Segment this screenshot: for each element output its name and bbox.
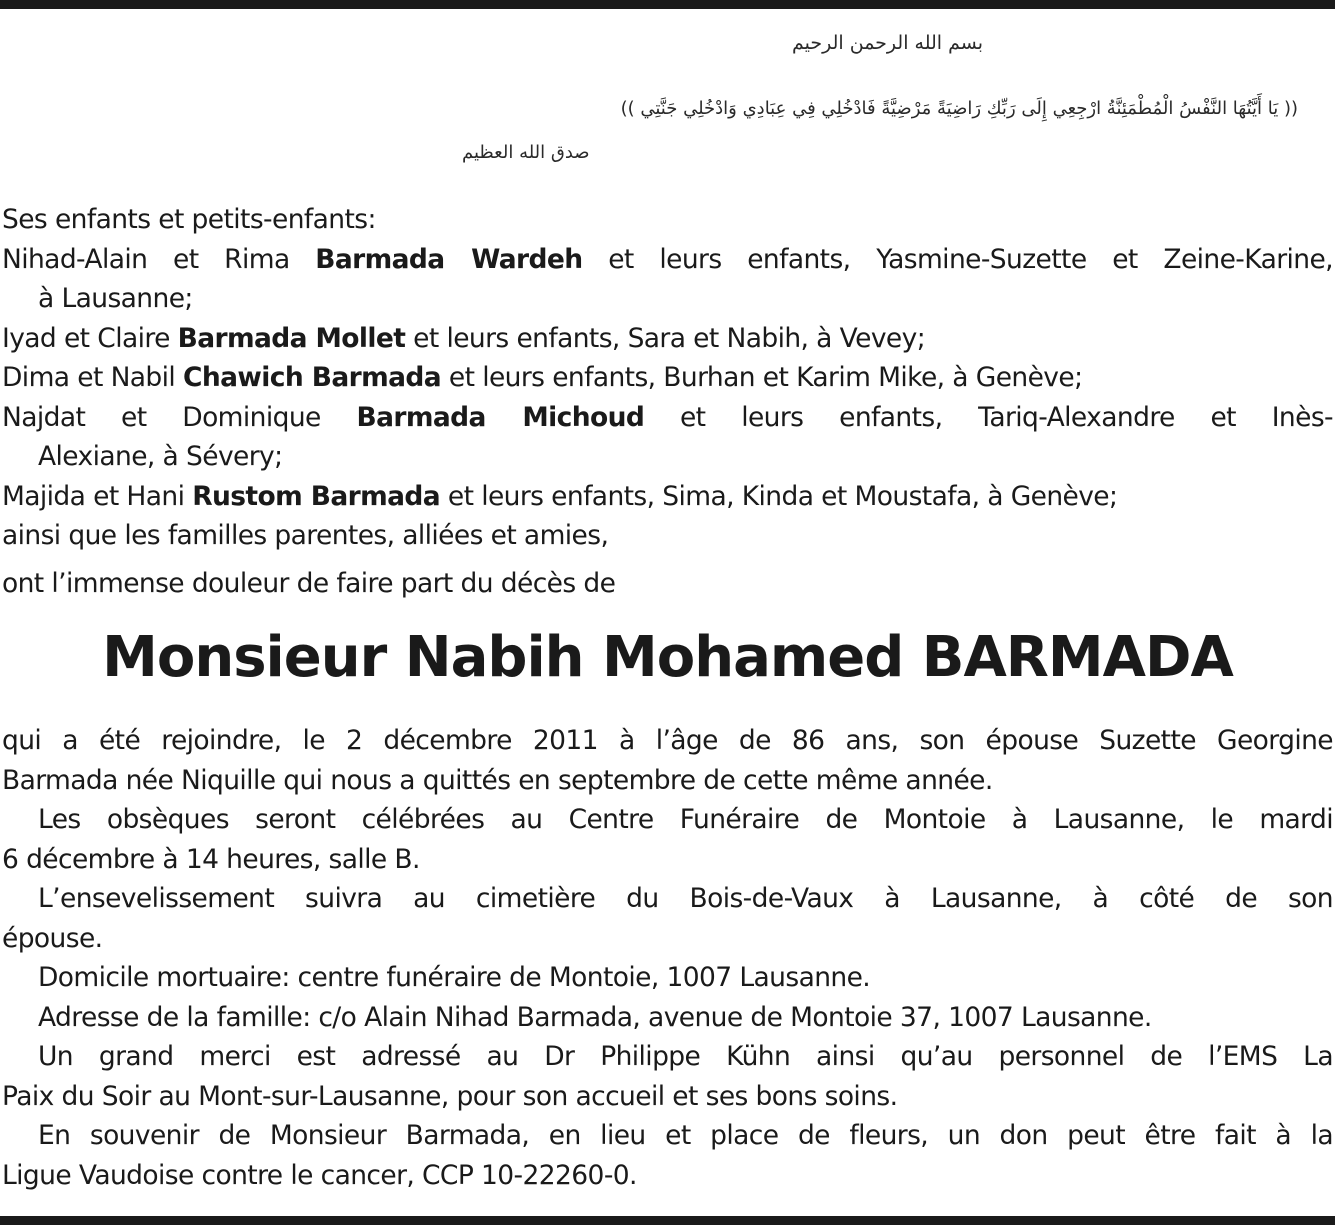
detail-line: Paix du Soir au Mont-sur-Lausanne, pour son accueil et ses bons soins. bbox=[2, 1080, 898, 1112]
top-border bbox=[0, 0, 1335, 9]
detail-line: L’ensevelissement suivra au cimetière du Bois-de-Vaux à Lausanne, à côté de son bbox=[38, 883, 1333, 914]
detail-line: Les obsèques seront célébrées au Centre Funéraire de Montoie à Lausanne, le mardi bbox=[38, 804, 1333, 835]
family-list bbox=[2, 200, 1333, 603]
detail-line: Ligue Vaudoise contre le cancer, CCP 10-22260-0. bbox=[2, 1159, 637, 1191]
family-entry-continuation: à Lausanne; bbox=[38, 283, 193, 314]
detail-line: Barmada née Niquille qui nous a quittés en septembre de cette même année. bbox=[2, 764, 993, 796]
family-entry: Majida et Hani Rustom Barmada et leurs enfants, Sima, Kinda et Moustafa, à Genève; bbox=[2, 480, 1118, 512]
detail-line: En souvenir de Monsieur Barmada, en lieu et place de fleurs, un don peut être fait à la bbox=[38, 1120, 1333, 1151]
family-name: Barmada Michoud bbox=[356, 401, 645, 433]
family-entry: Najdat et Dominique Barmada Michoud et leurs enfants, Tariq-Alexandre et Inès- bbox=[2, 401, 1334, 433]
arabic-basmala: بسم الله الرحمن الرحيم bbox=[792, 32, 983, 54]
family-name: Barmada Mollet bbox=[177, 322, 406, 354]
deceased-name: Monsieur Nabih Mohamed BARMADA bbox=[102, 625, 1233, 690]
family-intro: Ses enfants et petits-enfants: bbox=[2, 204, 376, 235]
family-entry: Dima et Nabil Chawich Barmada et leurs enfants, Burhan et Karim Mike, à Genève; bbox=[2, 362, 1083, 393]
details bbox=[2, 721, 1333, 1195]
family-entry: Iyad et Claire Barmada Mollet et leurs enfants, Sara et Nabih, à Vevey; bbox=[2, 322, 926, 354]
arabic-closing: صدق الله العظيم bbox=[462, 142, 590, 163]
detail-line: Adresse de la famille: c/o Alain Nihad Barmada, avenue de Montoie 37, 1007 Lausanne. bbox=[38, 1001, 1152, 1033]
family-entry: Nihad-Alain et Rima Barmada Wardeh et leurs enfants, Yasmine-Suzette et Zeine-Karine, bbox=[2, 243, 1333, 275]
detail-line: Un grand merci est adressé au Dr Philippe Kühn ainsi qu’au personnel de l’EMS La bbox=[38, 1041, 1333, 1072]
family-name: Barmada Wardeh bbox=[315, 243, 583, 275]
announcement-line: ont l’immense douleur de faire part du décès de bbox=[2, 567, 616, 599]
detail-line: qui a été rejoindre, le 2 décembre 2011 à l’âge de 86 ans, son épouse Suzette Georgine bbox=[2, 725, 1333, 756]
detail-line: épouse. bbox=[2, 922, 103, 954]
detail-line: 6 décembre à 14 heures, salle B. bbox=[2, 843, 420, 875]
family-name: Chawich Barmada bbox=[183, 362, 442, 393]
bottom-border bbox=[0, 1216, 1335, 1225]
family-name: Rustom Barmada bbox=[192, 480, 441, 512]
relatives-line: ainsi que les familles parentes, alliées et amies, bbox=[2, 520, 609, 551]
family-entry-continuation: Alexiane, à Sévery; bbox=[38, 441, 283, 472]
arabic-verse: (( يَا أَيَّتُهَا النَّفْسُ الْمُطْمَئِنَّةُ ارْجِعِي إِلَى رَبِّكِ رَاضِيَةً مَرْضِيَّةً فَادْخُلِي فِي عِبَادِي وَادْخُلِي جَنَّتِي )) bbox=[620, 98, 1298, 119]
detail-line: Domicile mortuaire: centre funéraire de Montoie, 1007 Lausanne. bbox=[38, 962, 871, 993]
